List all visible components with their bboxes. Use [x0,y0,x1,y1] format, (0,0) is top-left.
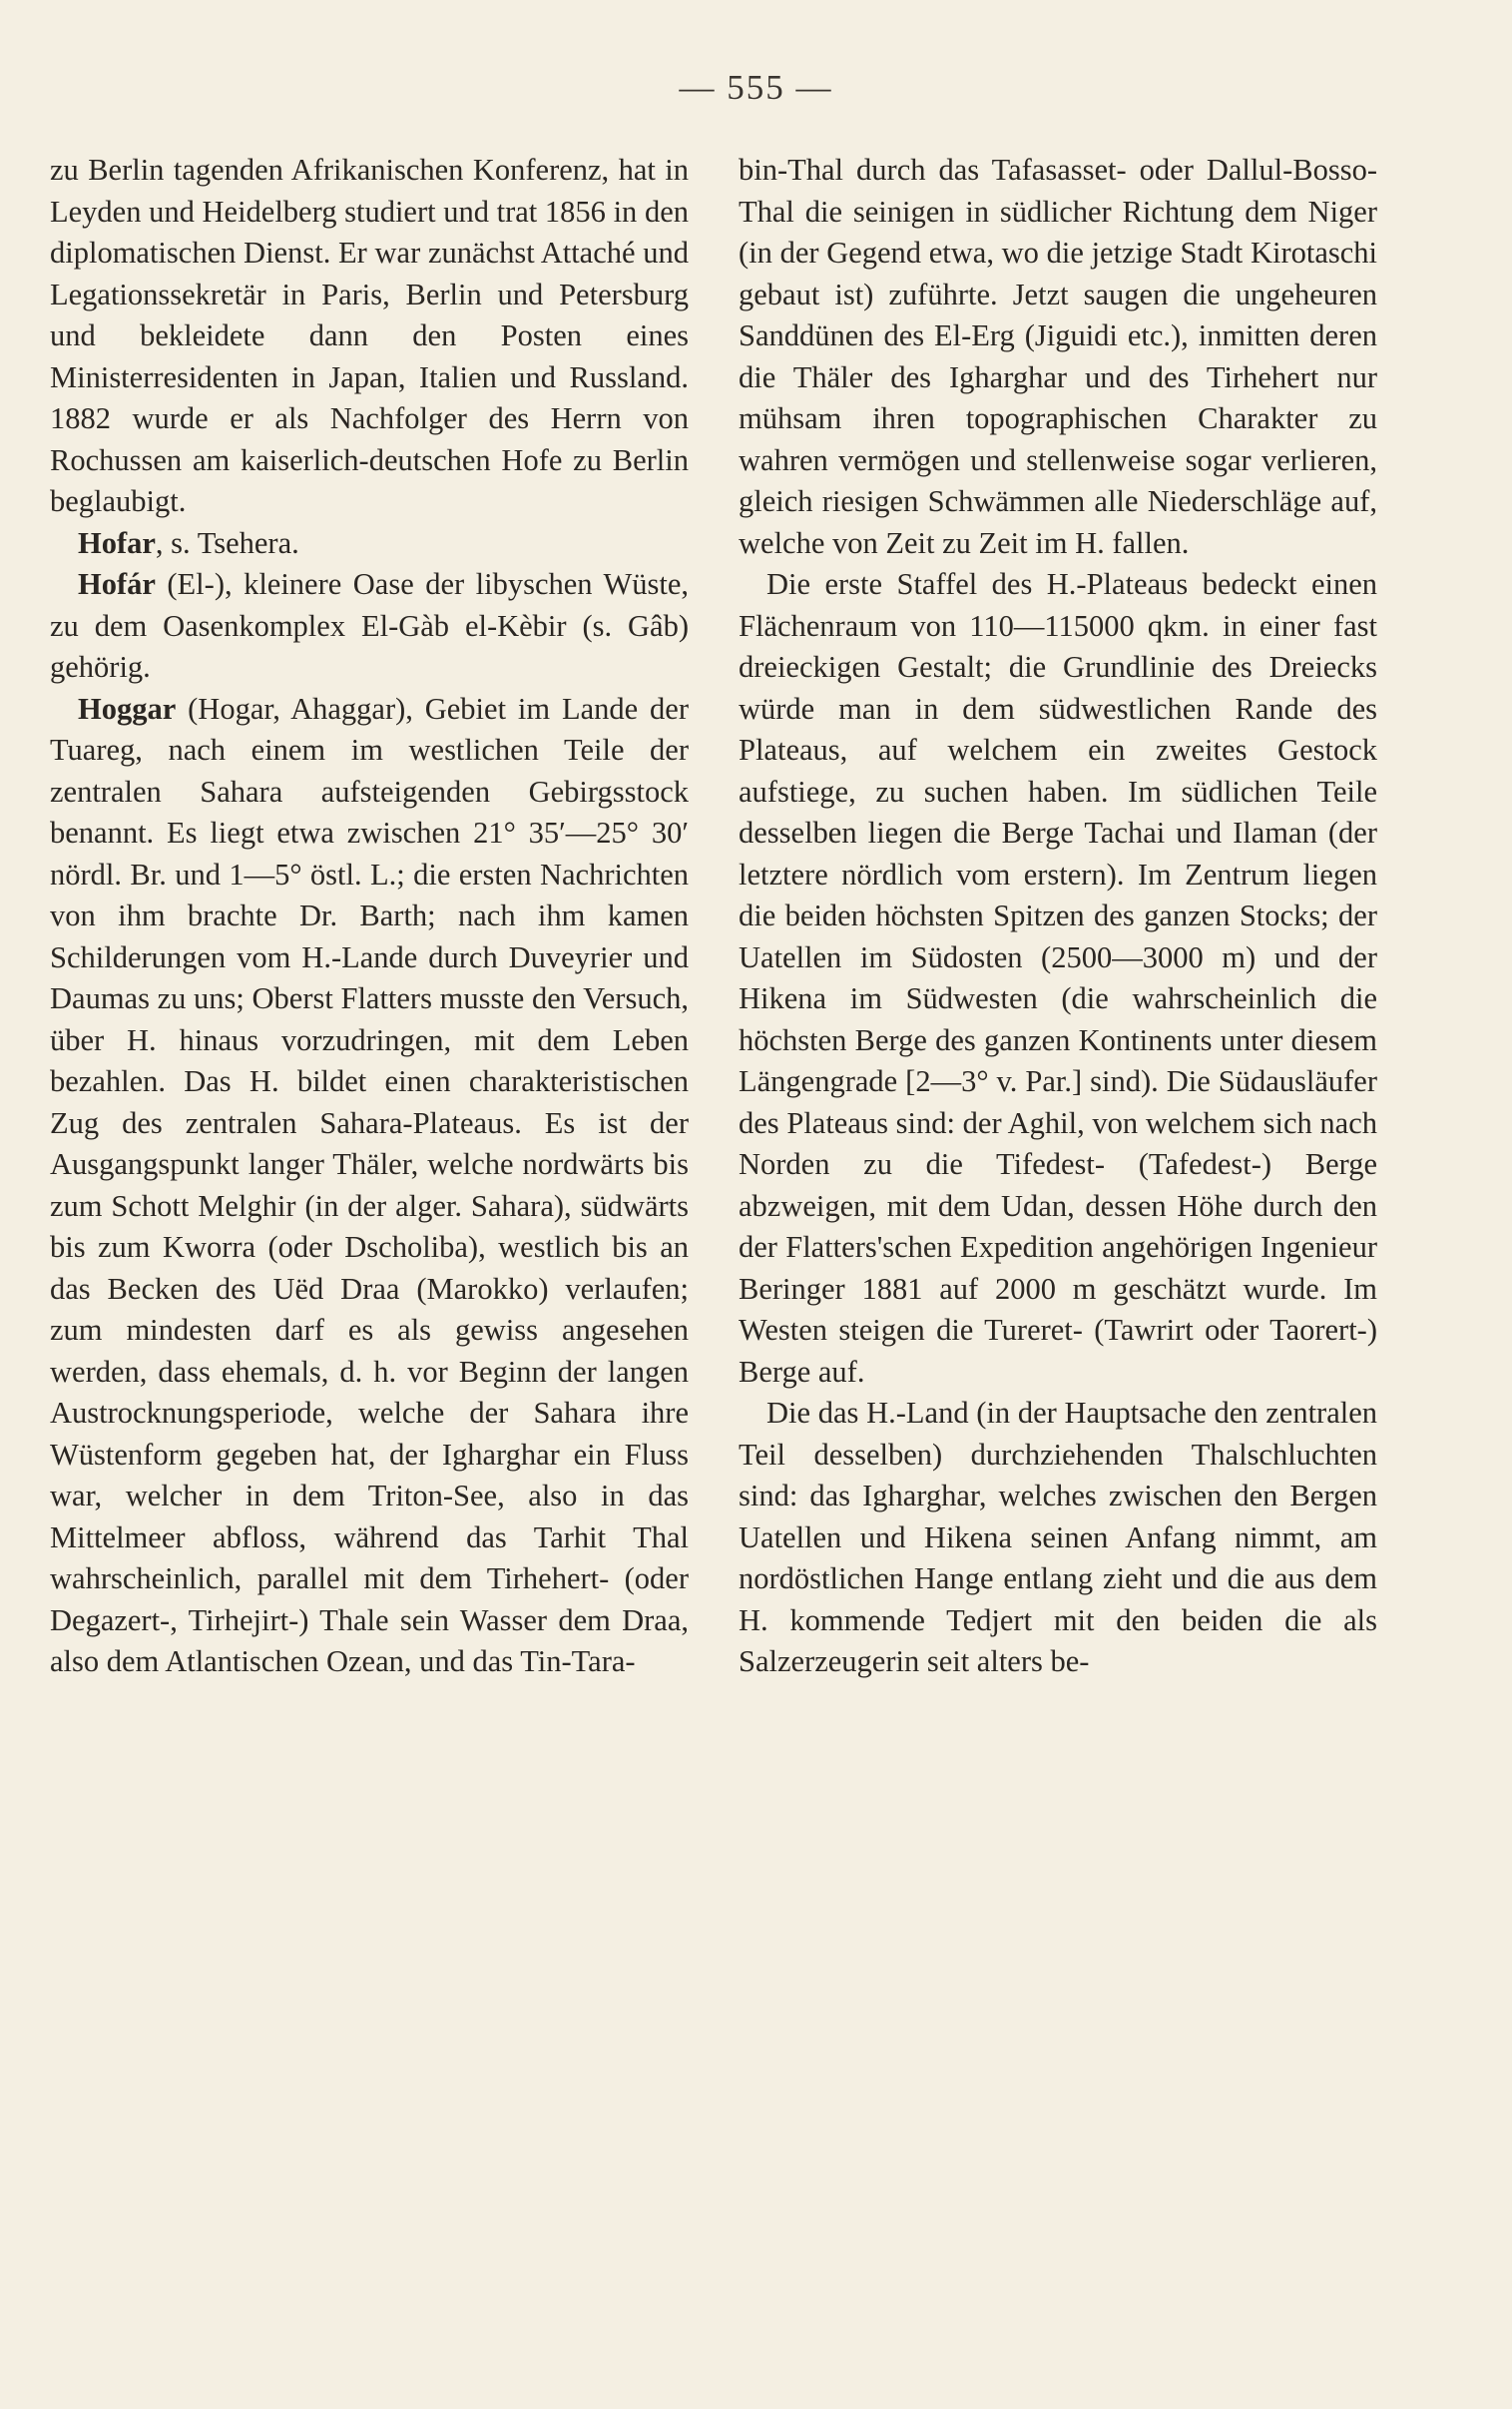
paragraph-plateau: Die erste Staffel des H.-Plateaus bedeckt einen Flächenraum von 110—115000 qkm. in einer fast dreieckigen Gestalt; die Grundlinie des Dreiecks würde man in dem südwestlichen Rande des Plateaus, auf welchem ein zweites Gestock aufstiege, zu suchen haben. Im südlichen Teile desselben liegen die Berge Tachai und Ilaman (der letztere nördlich vom erstern). Im Zentrum liegen die beiden höchsten Spitzen des ganzen Stocks; der Uatellen im Südosten (2500—3000 m) und der Hikena im Südwesten (die wahrscheinlich die höchsten Berge des ganzen Kontinents unter diesem Längengrade [2—3° v. Par.] sind). Die Südausläufer des Plateaus sind: der Aghil, von welchem sich nach Norden zu die Tifedest- (Tafedest-) Berge abzweigen, mit dem Udan, dessen Höhe durch den der Flatters'schen Expedition angehörigen Ingenieur Beringer 1881 auf 2000 m geschätzt wurde. Im Westen steigen die Tureret- (Tawrirt oder Taorert-) Berge auf. [739,567,1377,1389]
entry-continuation [50,150,689,523]
right-column [739,150,1377,1683]
entry-lemma: Hoggar [78,691,177,726]
paragraph-thalschluchten: Die das H.-Land (in der Hauptsache den zentralen Teil desselben) durchziehenden Thalschluchten sind: das Igharghar, welches zwischen den Bergen Uatellen und Hikena seinen Anfang nimmt, am nordöstlichen Hange entlang zieht und die aus dem H. kommende Tedjert mit den beiden die als Salzerzeugerin seit alters be- [739,1396,1377,1678]
entry-text: zu Berlin tagenden Afrikanischen Konferenz, hat in Leyden und Heidelberg studiert und trat 1856 in den diplomatischen Dienst. Er war zunächst Attaché und Legationssekretär in Paris, Berlin und Petersburg und bekleidete dann den Posten eines Ministerresidenten in Japan, Italien und Russland. 1882 wurde er als Nachfolger des Herrn von Rochussen am kaiserlich-deutschen Hofe zu Berlin beglaubigt. [50,153,689,518]
entry-hofar [50,523,689,565]
entry-lemma: Hofar [78,525,156,560]
paragraph-continuation: bin-Thal durch das Tafasasset- oder Dallul-Bosso-Thal die seinigen in südlicher Richtung dem Niger (in der Gegend etwa, wo die jetzige Stadt Kirotaschi gebaut ist) zuführte. Jetzt saugen die ungeheuren Sanddünen des El-Erg (Jiguidi etc.), inmitten deren die Thäler des Igharghar und des Tirhehert nur mühsam ihren topographischen Charakter zu wahren vermögen und stellenweise sogar verlieren, gleich riesigen Schwämmen alle Niederschläge auf, welche von Zeit zu Zeit im H. fallen. [739,153,1377,560]
entry-text: (El-), kleinere Oase der libyschen Wüste, zu dem Oasenkomplex El-Gàb el-Kèbir (s. Gâb) gehörig. [50,567,689,684]
entry-text: , s. Tsehera. [155,525,299,560]
entry-hoggar [50,689,689,1683]
page-number: — 555 — [679,68,833,107]
entry-hofar-oase [50,564,689,689]
entry-lemma: Hofár [78,567,156,601]
entry-text: (Hogar, Ahaggar), Gebiet im Lande der Tuareg, nach einem im westlichen Teile der zentralen Sahara aufsteigenden Gebirgsstock benannt. Es liegt etwa zwischen 21° 35′—25° 30′ nördl. Br. und 1—5° östl. L.; die ersten Nachrichten von ihm brachte Dr. Barth; nach ihm kamen Schilderungen vom H.-Lande durch Duveyrier und Daumas zu uns; Oberst Flatters musste den Versuch, über H. hinaus vorzudringen, mit dem Leben bezahlen. Das H. bildet einen charakteristischen Zug des zentralen Sahara-Plateaus. Es ist der Ausgangspunkt langer Thäler, welche nordwärts bis zum Schott Melghir (in der alger. Sahara), südwärts bis zum Kworra (oder Dscholiba), westlich bis an das Becken des Uëd Draa (Marokko) verlaufen; zum mindesten darf es als gewiss angesehen werden, dass ehemals, d. h. vor Beginn der langen Austrocknungsperiode, welche der Sahara ihre Wüstenform gegeben hat, der Igharghar ein Fluss war, welcher in dem Triton-See, also in das Mittelmeer abfloss, während das Tarhit Thal wahrscheinlich, parallel mit dem Tirhehert- (oder Degazert-, Tirhejirt-) Thale sein Wasser dem Draa, also dem Atlantischen Ozean, und das Tin-Tara- [50,691,689,1678]
left-column [50,150,689,1683]
